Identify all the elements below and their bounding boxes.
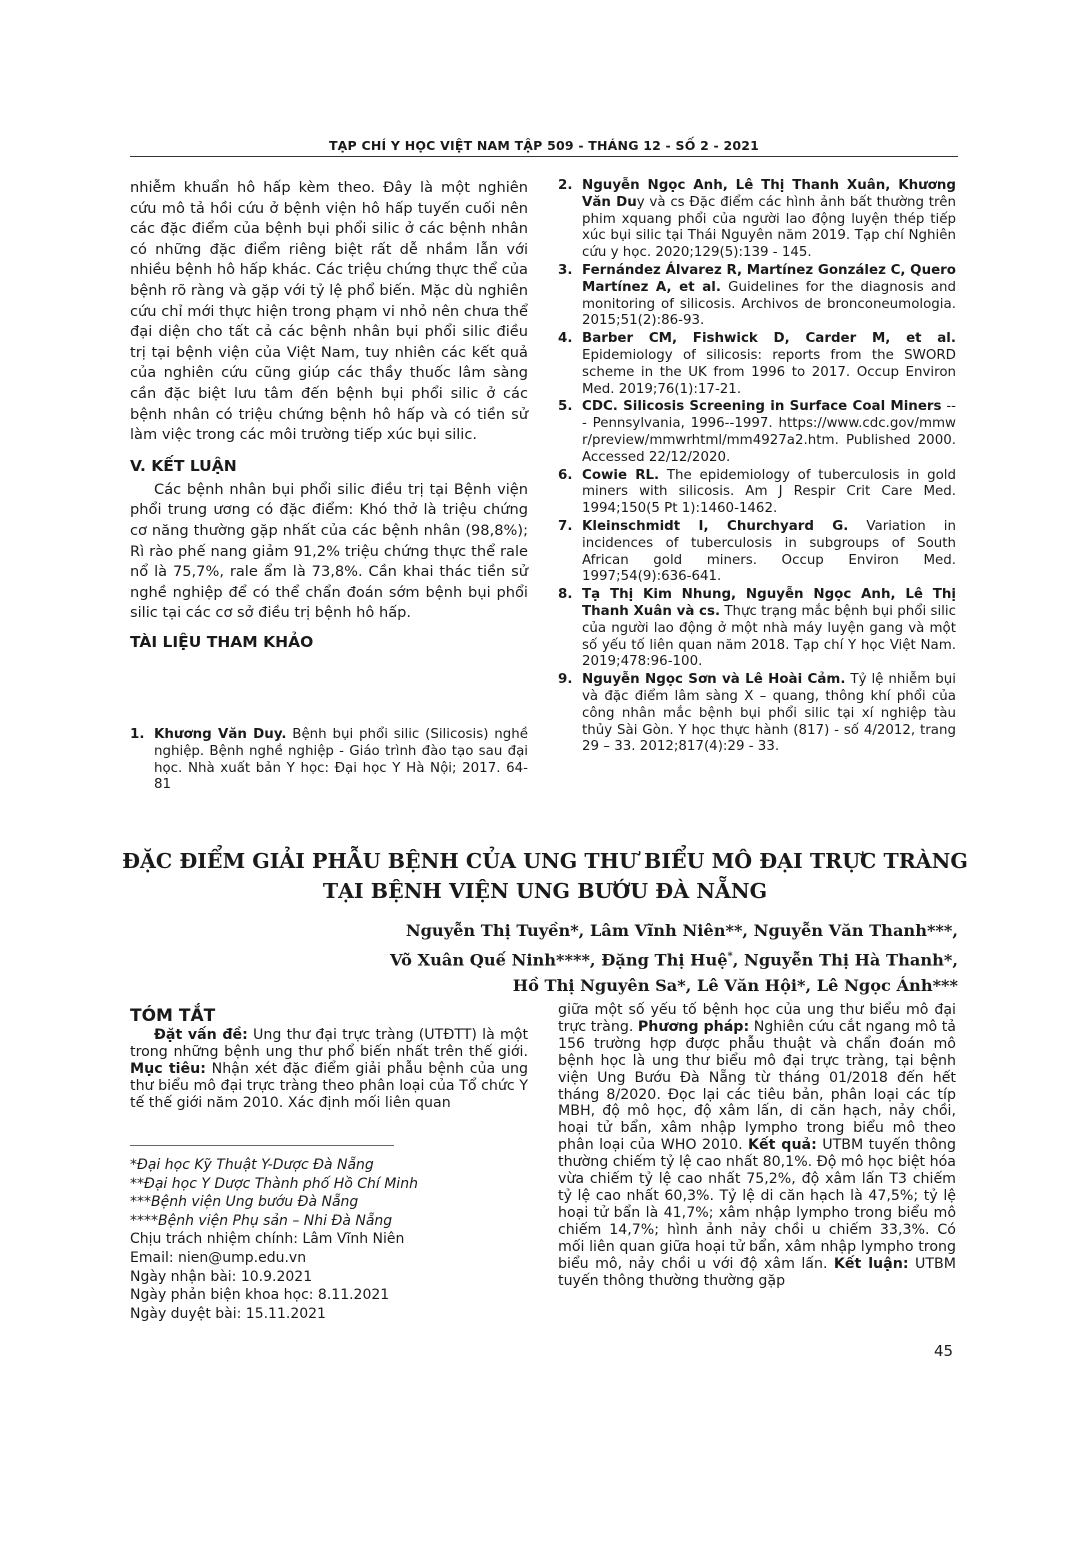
received-date: Ngày nhận bài: 10.9.2021 <box>130 1268 313 1285</box>
authors-text: Võ Xuân Quế Ninh****, Đặng Thị Huệ <box>390 950 728 970</box>
reference-item <box>558 468 956 518</box>
authors-line: Nguyễn Thị Tuyền*, Lâm Vĩnh Niên**, Nguyễn Văn Thanh***, <box>405 921 958 940</box>
abstract-text: Ung thư đại trực tràng (UTĐTT) là một trong những bệnh ung thư phổ biến nhất trên thế giới. <box>130 1026 529 1060</box>
authors-line <box>390 944 958 973</box>
abstract-paragraph <box>558 1002 956 1289</box>
reference-text: Thực trạng mắc bệnh bụi phổi silic của người lao động ở một nhà máy luyện gang và một số yếu tố liên quan năm 2018. Tạp chí Y học Việt Nam. 2019;478:96-100. <box>582 603 956 670</box>
references-right <box>558 178 956 757</box>
page-number: 45 <box>934 1342 954 1360</box>
reference-item <box>558 331 956 398</box>
conclusion-heading: V. KẾT LUẬN <box>130 456 237 475</box>
reference-text: The epidemiology of tuberculosis in gold miners with silicosis. Am J Respir Crit Care Med. 1994;150(5 Pt 1):1460-1462. <box>582 467 956 517</box>
affiliation: *Đại học Kỹ Thuật Y-Dược Đà Nẵng <box>130 1157 374 1173</box>
reference-number: 5. <box>558 399 573 415</box>
article-authors <box>390 918 958 999</box>
reference-number: 1. <box>130 727 145 742</box>
reference-authors: Khương Văn Duy. <box>154 727 287 742</box>
reference-text: Tỷ lệ nhiễm bụi và đặc điểm lâm sàng X – quang, thông khí phổi của công nhân mắc bệnh bụi phổi silic tại xí nghiệp tàu thủy Sài Gòn. Y học thực hành (817) - số 4/2012, trang 29 – 33. 2012;817(4):29 - 33. <box>582 672 956 755</box>
reference-authors: Nguyễn Ngọc Sơn và Lê Hoài Cảm. <box>582 672 846 688</box>
abstract-label: Phương pháp: <box>637 1018 750 1035</box>
reference-text: --- Pennsylvania, 1996--1997. https://www.cdc.gov/mmwr/preview/mmwrhtml/mm4927a2.htm. Published 2000. Accessed 22/12/2020. <box>582 399 956 465</box>
reference-text: Epidemiology of silicosis: reports from the SWORD scheme in the UK from 1996 to 2017. Occup Environ Med. 2019;76(1):17-21. <box>582 347 956 397</box>
reference-number: 9. <box>558 672 573 688</box>
abstract-text: Nghiên cứu cắt ngang mô tả 156 trường hợp được phẫu thuật và chẩn đoán mô bệnh học là ung thư biểu mô đại trực tràng, tại bệnh viện Ung Bướu Đà Nẵng từ tháng 01/2018 đến hết tháng 8/2020. Đọc lại các tiêu bản, phân loại các típ MBH, độ mô học, độ xâm lấn, di căn hạch, nảy chồi, hoại tử bẩn, xâm nhập lympho trong biểu mô theo phân loại của WHO 2010. <box>558 1018 956 1154</box>
abstract-label: Kết luận: <box>833 1255 909 1272</box>
reference-item <box>558 587 956 671</box>
reference-number: 8. <box>558 587 573 603</box>
article-title <box>100 846 990 906</box>
header-rule <box>130 156 958 157</box>
affiliation: **Đại học Y Dược Thành phố Hồ Chí Minh <box>130 1175 418 1192</box>
reference-item <box>130 727 528 794</box>
abstract-label: Mục tiêu: <box>130 1060 206 1077</box>
authors-line: Hồ Thị Nguyên Sa*, Lê Văn Hội*, Lê Ngọc Ánh*** <box>512 976 958 996</box>
reference-item <box>558 519 956 586</box>
abstract-text: UTBM tuyến thông thường thường gặp <box>558 1255 956 1289</box>
abstract-left <box>130 1008 528 1111</box>
abstract-label: Đặt vấn đề: <box>154 1026 248 1043</box>
references-heading: TÀI LIỆU THAM KHẢO <box>130 632 314 651</box>
review-date: Ngày phản biện khoa học: 8.11.2021 <box>130 1287 390 1304</box>
reference-number: 7. <box>558 518 573 534</box>
reference-number: 4. <box>558 331 573 347</box>
reference-authors: CDC. Silicosis Screening in Surface Coal Miners <box>582 399 942 415</box>
affiliation: ****Bệnh viện Phụ sản – Nhi Đà Nẵng <box>130 1212 393 1229</box>
reference-text: Guidelines for the diagnosis and monitoring of silicosis. Archivos de bronconeumologia. 2015;51(2):86-93. <box>582 279 957 329</box>
reference-number: 3. <box>558 262 573 278</box>
reference-number: 6. <box>558 467 573 483</box>
left-column <box>130 178 528 656</box>
reference-authors: Fernández Álvarez R, Martínez González C, Quero Martínez A, et al. <box>582 262 956 295</box>
footnote-rule <box>130 1145 394 1146</box>
reference-text: y và cs Đặc điểm các hình ảnh bất thường trên phim xquang phổi của người lao động luyện thép tiếp xúc bụi silic tại Thái Nguyên năm 2019. Tạp chí Nghiên cứu y học. 2020;129(5):139 - 145. <box>582 194 956 261</box>
abstract-label: Kết quả: <box>748 1137 817 1154</box>
article-title-line: ĐẶC ĐIỂM GIẢI PHẪU BỆNH CỦA UNG THƯ BIỂU MÔ ĐẠI TRỰC TRÀNG <box>122 849 968 873</box>
author-affiliation-mark: * <box>727 951 733 962</box>
reference-number: 2. <box>558 178 573 193</box>
references-left <box>130 727 528 795</box>
reference-text: Bệnh bụi phổi silic (Silicosis) nghề nghiệp. Bệnh nghề nghiệp - Giáo trình đào tạo sau đại học. Nhà xuất bản Y học: Đại học Y Hà Nội; 2017. 64-81 <box>154 727 528 793</box>
reference-item <box>558 263 956 330</box>
accepted-date: Ngày duyệt bài: 15.11.2021 <box>130 1305 326 1322</box>
footnotes <box>130 1156 418 1323</box>
reference-authors: Cowie RL. <box>582 467 660 483</box>
reference-authors: Barber CM, Fishwick D, Carder M, et al. <box>582 331 956 347</box>
reference-authors: Tạ Thị Kim Nhung, Nguyễn Ngọc Anh, Lê Thị Thanh Xuân và cs. <box>582 587 956 619</box>
abstract-text: Nhận xét đặc điểm giải phẫu bệnh của ung thư biểu mô đại trực tràng theo phân loại của Tổ chức Y tế thế giới năm 2010. Xác định mối liên quan <box>130 1060 528 1111</box>
reference-text: Variation in incidences of tuberculosis in subgroups of South African gold miners. Occup Environ Med. 1997;54(9):636-641. <box>582 518 956 585</box>
email: Email: nien@ump.edu.vn <box>130 1249 307 1266</box>
running-header: TẠP CHÍ Y HỌC VIỆT NAM TẬP 509 - THÁNG 12 - SỐ 2 - 2021 <box>328 138 760 153</box>
reference-authors: Kleinschmidt I, Churchyard G. <box>582 518 849 534</box>
reference-item <box>558 399 956 466</box>
reference-item <box>558 178 956 262</box>
discussion-paragraph: nhiễm khuẩn hô hấp kèm theo. Đây là một nghiên cứu mô tả hồi cứu ở bệnh viện hô hấp tuyến cuối nên các đặc điểm của bệnh bụi phổi silic ở các bệnh nhân có những đặc điểm riêng biệt rất dễ nhầm lẫn với nhiều bệnh hô hấp khác. Các triệu chứng thực thể của bệnh rõ ràng và gặp với tỷ lệ phổ biến. Mặc dù nghiên cứu chỉ mới thực hiện trong phạm vi nhỏ nên chưa thể đại diện cho tất cả các bệnh nhân bụi phổi silic điều trị tại bệnh viện của Việt Nam, tuy nhiên các kết quả của nghiên cứu cũng giúp các thầy thuốc lâm sàng cần đặc biệt lưu tâm đến bệnh bụi phổi silic ở các bệnh nhân có triệu chứng bệnh hô hấp và có tiền sử làm việc trong các môi trường tiếp xúc bụi silic. <box>130 179 528 444</box>
responsible-author: Chịu trách nhiệm chính: Lâm Vĩnh Niên <box>130 1231 405 1248</box>
abstract-right <box>558 1002 956 1289</box>
abstract-text: giữa một số yếu tố bệnh học của ung thư biểu mô đại trực tràng. <box>558 1002 956 1035</box>
affiliation: ***Bệnh viện Ung bướu Đà Nẵng <box>130 1194 359 1211</box>
abstract-paragraph <box>130 1027 528 1112</box>
reference-authors: Nguyễn Ngọc Anh, Lê Thị Thanh Xuân, Khương Văn Du <box>582 178 956 210</box>
abstract-heading: TÓM TẮT <box>130 1006 216 1026</box>
authors-text: , Nguyễn Thị Hà Thanh*, <box>732 950 958 970</box>
abstract-text: UTBM tuyến thông thường chiếm tỷ lệ cao nhất 80,1%. Độ mô học biệt hóa vừa chiếm tỷ lệ cao nhất 75,2%, độ xâm lấn T3 chiếm tỷ lệ cao nhất 60,3%. Tỷ lệ di căn hạch là 47,5%; tỷ lệ hoại tử bẩn là 41,7%; xâm nhập lympho trong biểu mô chiếm 14,7%; hình ảnh nảy chồi u chiếm 33,3%. Có mối liên quan giữa hoại tử bẩn, xâm nhập lympho trong biểu mô, nảy chồi u với độ xâm lấn. <box>558 1137 956 1272</box>
article-title-line: TẠI BỆNH VIỆN UNG BƯỚU ĐÀ NẴNG <box>322 879 768 903</box>
conclusion-paragraph: Các bệnh nhân bụi phổi silic điều trị tại Bệnh viện phổi trung ương có đặc điểm: Khó thở là triệu chứng cơ năng thường gặp nhất của các bệnh nhân (98,8%); Rì rào phế nang giảm 91,2% triệu chứng thực thể rale nổ là 75,7%, rale ẩm là 73,8%. Cần khai thác tiền sử nghề nghiệp để có thể chẩn đoán sớm bệnh bụi phổi silic tại các cơ sở điều trị bệnh hô hấp. <box>130 480 528 622</box>
reference-item <box>558 672 956 756</box>
